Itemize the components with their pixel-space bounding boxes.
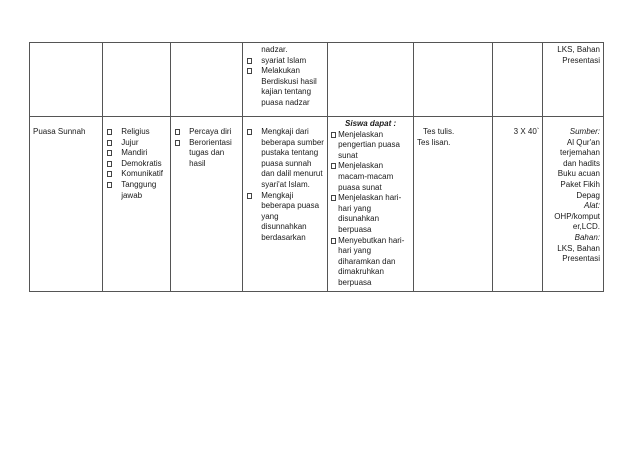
list-item: Religius [106,127,167,138]
cell-assessment [414,117,493,292]
assessment-oral: Tes lisan. [417,137,451,147]
material-line: LKS, Bahan [557,243,600,253]
list-item: Menjelaskan pengertian puasa sunat [331,130,410,162]
syllabus-table [29,42,604,292]
list-item: Percaya diri [174,127,239,138]
cell-entrepreneurship-values [171,117,243,292]
indicator-header: Siswa dapat : [345,119,397,128]
cell-resources [543,117,604,292]
tools-label: Alat: [583,201,600,211]
source-line: terjemahan [559,148,600,158]
list-item: Jujur [106,138,167,149]
table-row [30,117,604,292]
cell-learning-activities [243,117,328,292]
tool-line: OHP/komput [554,211,600,221]
list-item: Mengkaji beberapa puasa yang disunnahkan berdasarkan [246,191,324,244]
cell-indicators [328,117,414,292]
list-item: Mengkaji dari beberapa sumber pustaka tentang puasa sunnah dan dalil menurut syari'at Islam. [246,127,324,191]
cell-empty [30,43,103,117]
assessment-written: Tes tulis. [423,127,455,136]
materials-label: Bahan: [574,232,600,242]
cell-activities-continued [243,43,328,117]
tool-line: er,LCD. [572,222,600,232]
cell-character-values [103,117,171,292]
source-line: dan hadits [563,158,600,168]
source-line: Buku acuan [557,169,600,179]
cell-empty [414,43,493,117]
source-line: Depag [576,190,600,200]
source-line: Al Qur'an [566,137,600,147]
list-item: Mandiri [106,148,167,159]
list-item: Komunikatif [106,169,167,180]
list-item: Berorientasi tugas dan hasil [174,138,239,170]
cell-resources-continued: LKS, Bahan Presentasi [543,43,604,117]
cell-empty [171,43,243,117]
list-item: Demokratis [106,159,167,170]
list-item: Tanggung jawab [106,180,167,201]
cell-time-allocation: 3 X 40` [492,117,543,292]
list-item: syariat Islam [246,56,324,67]
sources-label: Sumber: [569,127,600,136]
list-item: nadzar. [261,45,288,54]
cell-topic: Puasa Sunnah [30,117,103,292]
source-line: Paket Fikih [560,179,600,189]
cell-empty [328,43,414,117]
material-line: Presentasi [562,254,600,264]
list-item: Menjelaskan hari-hari yang disunahkan berpuasa [331,193,410,235]
cell-empty [492,43,543,117]
list-item: Menjelaskan macam-macam puasa sunat [331,161,410,193]
list-item: Menyebutkan hari-hari yang diharamkan dan dimakruhkan berpuasa [331,236,410,289]
list-item: Melakukan Berdiskusi hasil kajian tentang puasa nadzar [246,66,324,108]
cell-empty [103,43,171,117]
table-row [30,43,604,117]
